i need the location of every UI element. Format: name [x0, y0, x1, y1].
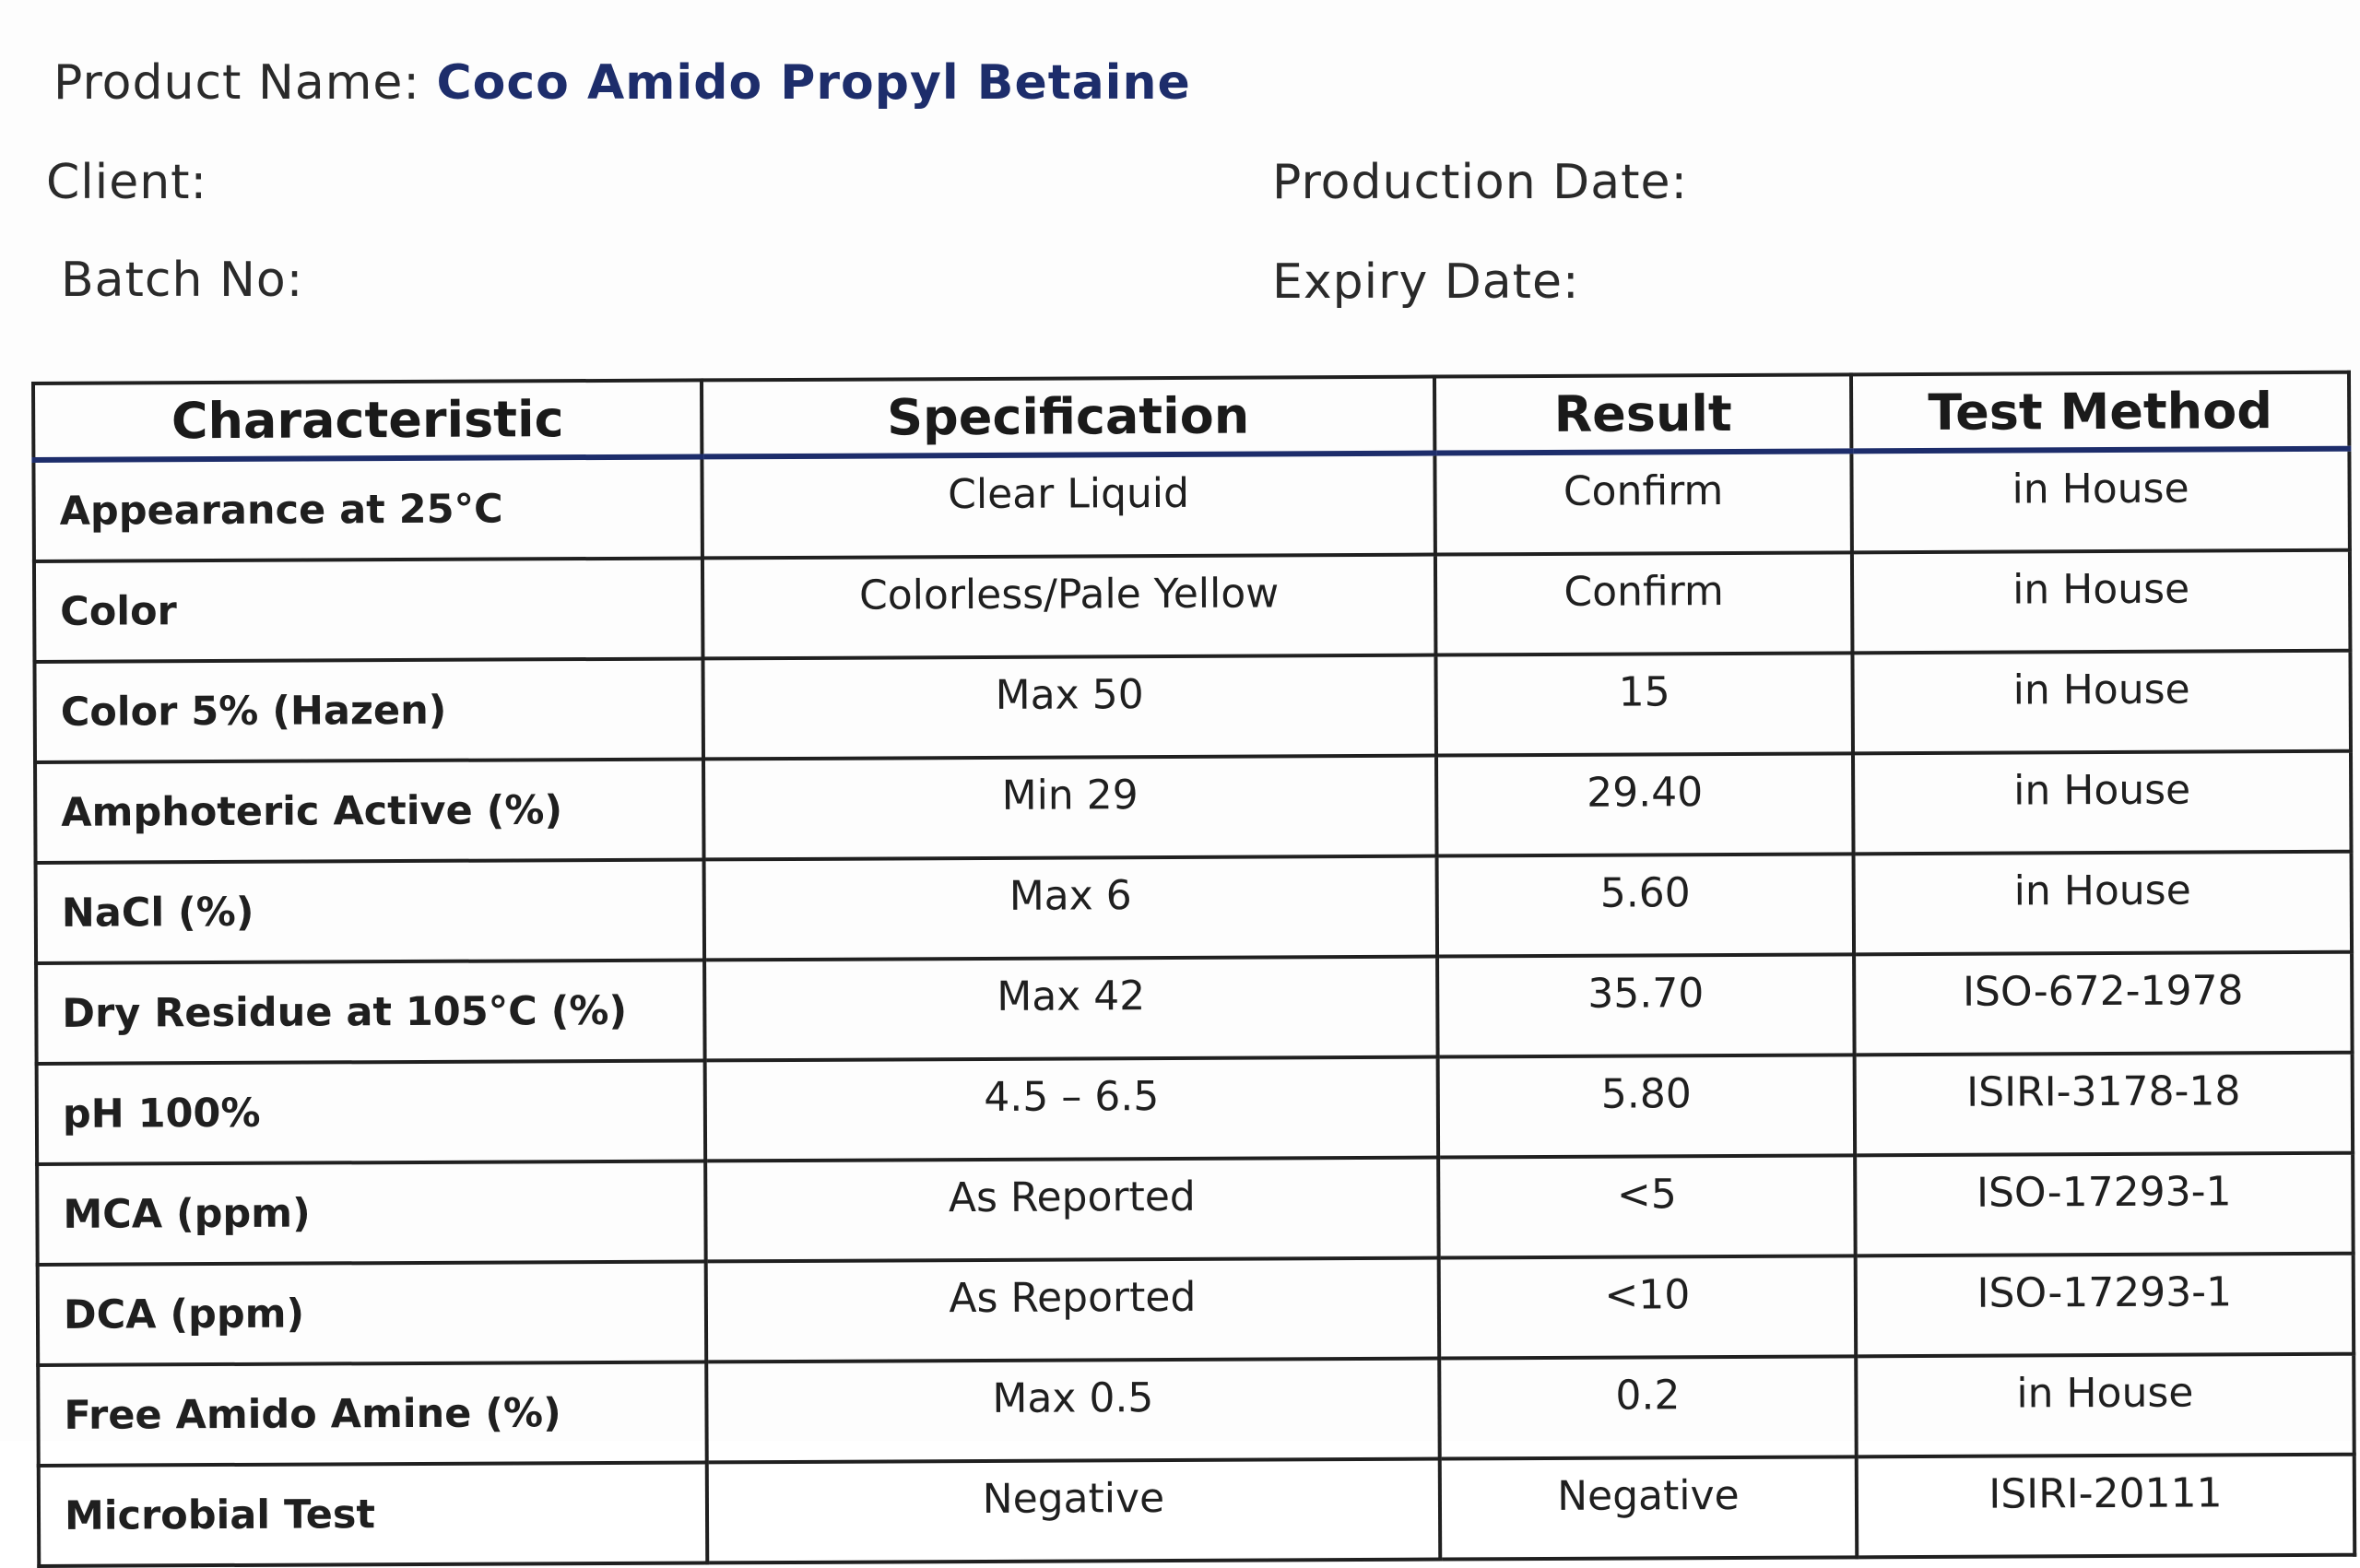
characteristic-cell: Microbial Test	[39, 1462, 708, 1566]
result-cell: Confirm	[1434, 451, 1852, 554]
result-cell: Confirm	[1435, 552, 1853, 654]
characteristic-cell: pH 100%	[37, 1060, 706, 1164]
table-row	[38, 1254, 2354, 1365]
table-row	[37, 1153, 2354, 1265]
test-method-cell: in House	[1852, 550, 2351, 654]
result-cell: 0.2	[1439, 1356, 1857, 1458]
specification-cell: Colorless/Pale Yellow	[702, 555, 1436, 659]
specification-cell: As Reported	[706, 1258, 1440, 1362]
specification-table	[31, 371, 2356, 1568]
test-method-cell: in House	[1856, 1354, 2354, 1457]
test-method-cell: ISO-17293-1	[1856, 1254, 2354, 1357]
specification-cell: As Reported	[705, 1158, 1439, 1262]
specification-cell: Min 29	[703, 756, 1437, 860]
test-method-cell: ISIRI-3178-18	[1855, 1053, 2354, 1156]
column-header-result: Result	[1434, 374, 1851, 453]
batch-number-field	[61, 253, 303, 308]
characteristic-cell: Color	[34, 558, 703, 662]
product-name-field	[53, 55, 1191, 111]
table-row	[38, 1354, 2354, 1466]
characteristic-cell: DCA (ppm)	[38, 1261, 707, 1365]
specification-cell: Max 42	[704, 957, 1438, 1061]
table-row	[39, 1455, 2355, 1566]
specification-cell: Max 0.5	[706, 1359, 1440, 1463]
specification-cell: Negative	[707, 1459, 1441, 1563]
result-cell: 29.40	[1436, 753, 1854, 855]
characteristic-cell: MCA (ppm)	[37, 1161, 706, 1265]
result-cell: 15	[1435, 653, 1853, 755]
table-row	[33, 449, 2350, 561]
product-name-label: Product Name:	[53, 55, 420, 111]
table-row	[36, 852, 2353, 963]
table-header-row	[33, 372, 2349, 460]
expiry-date-field	[1272, 254, 1580, 310]
table-row	[35, 751, 2352, 863]
characteristic-cell: Amphoteric Active (%)	[35, 759, 704, 863]
table-row	[34, 651, 2351, 762]
result-cell: 35.70	[1437, 954, 1855, 1056]
column-header-specification: Specification	[702, 377, 1434, 457]
test-method-cell: in House	[1851, 449, 2350, 553]
characteristic-cell: NaCl (%)	[36, 859, 705, 963]
result-cell: <5	[1438, 1155, 1856, 1257]
specification-cell: 4.5 – 6.5	[705, 1057, 1439, 1161]
production-date-label: Production Date:	[1272, 155, 1688, 210]
specification-cell: Max 6	[704, 856, 1438, 961]
result-cell: 5.80	[1438, 1055, 1856, 1157]
column-header-test-method: Test Method	[1851, 372, 2349, 452]
result-cell: 5.60	[1437, 854, 1855, 956]
expiry-date-label: Expiry Date:	[1272, 254, 1580, 310]
batch-number-label: Batch No:	[61, 253, 304, 308]
table-row	[37, 1053, 2354, 1164]
test-method-cell: in House	[1854, 852, 2353, 955]
specification-cell: Max 50	[702, 655, 1436, 760]
production-date-field	[1272, 155, 1688, 210]
characteristic-cell: Color 5% (Hazen)	[34, 658, 703, 762]
client-field	[46, 155, 207, 210]
test-method-cell: ISO-17293-1	[1855, 1153, 2354, 1256]
column-header-characteristic: Characteristic	[33, 380, 702, 460]
table-row	[34, 550, 2351, 662]
specification-cell: Clear Liquid	[702, 454, 1435, 559]
result-cell: Negative	[1440, 1456, 1858, 1559]
table-row	[36, 952, 2353, 1064]
result-cell: <10	[1439, 1256, 1857, 1358]
test-method-cell: in House	[1852, 651, 2351, 754]
test-method-cell: ISO-672-1978	[1854, 952, 2353, 1055]
test-method-cell: ISIRI-20111	[1857, 1455, 2355, 1558]
characteristic-cell: Appearance at 25°C	[33, 456, 702, 561]
test-method-cell: in House	[1853, 751, 2352, 855]
product-name-value: Coco Amido Propyl Betaine	[436, 55, 1191, 111]
characteristic-cell: Dry Residue at 105°C (%)	[36, 960, 705, 1064]
characteristic-cell: Free Amido Amine (%)	[38, 1362, 707, 1466]
client-label: Client:	[46, 155, 208, 210]
